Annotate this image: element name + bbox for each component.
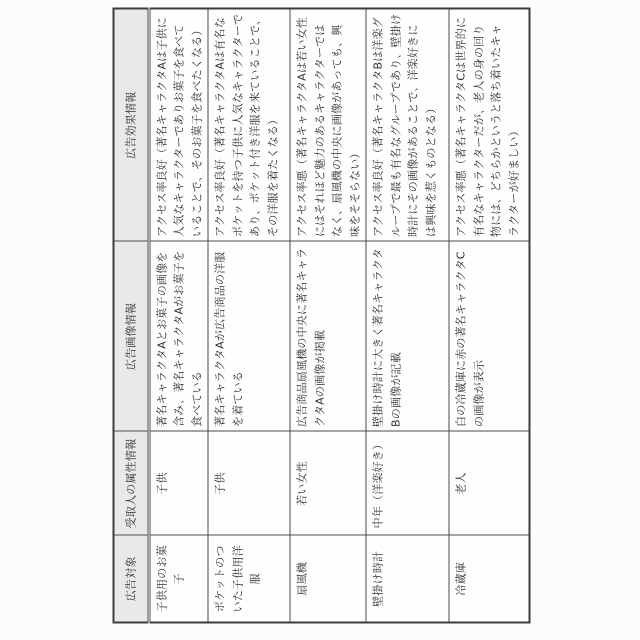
table-row: [149, 9, 209, 623]
table-row: [290, 9, 366, 623]
table-row: [208, 9, 290, 623]
col-header-ad-image-info: 広告画像情報: [114, 242, 149, 432]
cell-target-row4: 壁掛け時計: [366, 536, 449, 623]
cell-attribute-row2: 子供: [208, 432, 290, 536]
cell-target-row2: ポケットのついた子供用洋服: [208, 536, 290, 623]
cell-effect-info-row3: アクセス率悪（著名キャラクタAは若い女性にはそれほど魅力のあるキャラクターではなく、扇風機の中央に画像があっても、興味をそそらない）: [290, 9, 366, 242]
table-row: [449, 9, 529, 623]
cell-target-row3: 扇風機: [290, 536, 366, 623]
table-row: [366, 9, 449, 623]
cell-image-info-row5: 白の冷蔵庫に赤の著名キャラクタCの画像が表示: [449, 242, 529, 432]
cell-image-info-row4: 壁掛け時計に大きく著名キャラクタBの画像が記載: [366, 242, 449, 432]
col-header-ad-target: 広告対象: [114, 536, 149, 623]
cell-target-row5: 冷蔵庫: [449, 536, 529, 623]
cell-effect-info-row1: アクセス率良好（著名キャラクタAは子供に人気なキャラクターでありお菓子を食べていることで、そのお菓子を食べたくなる）: [149, 9, 209, 242]
col-header-recipient-attribute: 受取人の属性情報: [114, 432, 149, 536]
cell-effect-info-row2: アクセス率良好（著名キャラクタAは有名なポケットを持つ子供に人気なキャラクターであり、ポケット付き洋服を来ていることで、その洋服を着たくなる）: [208, 9, 290, 242]
cell-target-row1: 子供用のお菓子: [149, 536, 209, 623]
cell-effect-info-row5: アクセス率悪（著名キャラクタCは世界的に有名なキャラクターだが、老人の身の回り物には、どちらかというと落ち着いたキャラクターが好ましい）: [449, 9, 529, 242]
cell-image-info-row3: 広告商品扇風機の中央に著名キャラクタAの画像が掲載: [290, 242, 366, 432]
table-header-row: [114, 9, 149, 623]
cell-image-info-row2: 著名キャラクタAが広告商品の洋服を着ている: [208, 242, 290, 432]
cell-image-info-row1: 著名キャラクタAとお菓子の画像を含み、著名キャラクタAがお菓子を食べている: [149, 242, 209, 432]
ad-effect-table: [113, 8, 531, 624]
cell-attribute-row5: 老人: [449, 432, 529, 536]
col-header-ad-effect-info: 広告効果情報: [114, 9, 149, 242]
rotated-table-wrapper: [113, 10, 520, 624]
cell-effect-info-row4: アクセス率良好（著名キャラクタBは洋楽グループで最も有名なグループであり、壁掛け時計にその画像があることで、洋楽好きには興味を惹くものとなる）: [366, 9, 449, 242]
cell-attribute-row3: 若い女性: [290, 432, 366, 536]
cell-attribute-row4: 中年（洋楽好き）: [366, 432, 449, 536]
cell-attribute-row1: 子供: [149, 432, 209, 536]
